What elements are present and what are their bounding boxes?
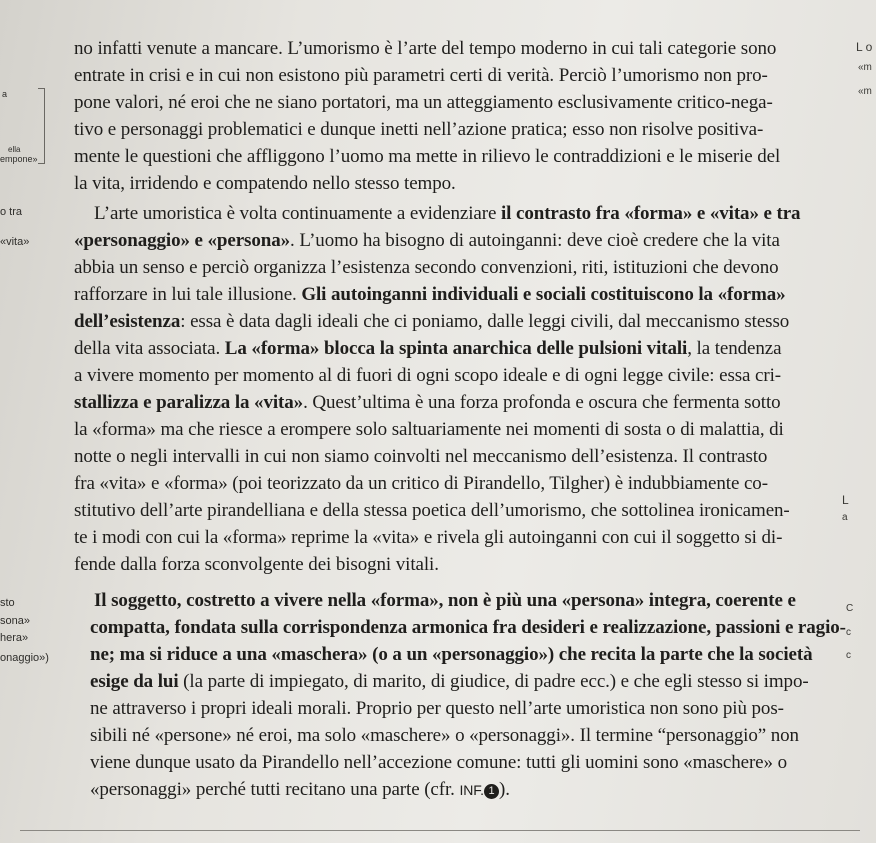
text-line: notte o negli intervalli in cui non siamo coinvolti nel meccanismo dell’esistenza. Il contrasto [74,446,768,467]
bold-phrase: ne; ma si riduce a una «maschera» (o a un «personaggio») che recita la parte che la società [90,644,813,665]
text-line [74,392,781,414]
text-line: a vivere momento per momento al di fuori di ogni scopo ideale e di ogni legge civile: essa cri- [74,365,782,386]
text-run: (la parte di impiegato, di marito, di giudice, di padre ecc.) e che egli stesso si impo- [178,671,809,692]
margin-note-fragment: o tra [0,206,23,218]
text-line: no infatti venute a mancare. L’umorismo è l’arte del tempo moderno in cui tali categorie sono [74,38,777,59]
text-line [94,203,800,225]
margin-note-fragment: hera» [0,632,29,644]
margin-note-fragment: a [842,512,848,523]
text-line: stitutivo dell’arte pirandelliana e della stessa poetica dell’umorismo, che sottolinea ironicamen- [74,500,790,521]
margin-note-fragment: L o [856,40,873,54]
margin-note-fragment: c [846,650,851,661]
text-line [90,644,812,666]
text-run: L’arte umoristica è volta continuamente a evidenziare [94,203,501,224]
bold-phrase: compatta, fondata sulla corrispondenza armonica fra desideri e realizzazione, passioni e ragio- [90,617,846,638]
reference-number-badge[interactable]: 1 [484,784,499,799]
text-line [90,617,846,639]
bottom-rule [20,830,860,831]
bold-phrase: «personaggio» e «persona» [74,230,291,251]
margin-note-fragment: a [2,89,8,99]
margin-note-fragment: sona» [0,615,30,627]
margin-note-fragment: sto [0,597,15,609]
text-line: sibili né «persone» né eroi, ma solo «maschere» o «personaggi». Il termine “personaggio” non [90,725,799,746]
text-line: viene dunque usato da Pirandello nell’accezione comune: tutti gli uomini sono «maschere» o [90,752,787,773]
text-run: rafforzare in lui tale illusione. [74,284,302,305]
margin-note-fragment: C [846,603,854,614]
bold-phrase: Gli autoinganni individuali e sociali costituiscono la «forma» [301,284,786,305]
text-line: mente le questioni che affliggono l’uomo ma mette in rilievo le contraddizioni e le miserie del [74,146,781,167]
margin-note-fragment: onaggio») [0,652,49,664]
bold-phrase: stallizza e paralizza la «vita» [74,392,304,413]
text-line: la «forma» ma che riesce a erompere solo saltuariamente nei momenti di sosta o di malattia, di [74,419,784,440]
text-line: fende dalla forza sconvolgente dei bisogni vitali. [74,554,439,575]
margin-bracket [38,88,45,164]
text-line: entrate in crisi e in cui non esistono più parametri certi di verità. Perciò l’umorismo non pro- [74,65,768,86]
margin-note-fragment: empone» [0,154,38,164]
text-line: ne attraverso i propri ideali morali. Proprio per questo nell’arte umoristica non sono più pos- [90,698,784,719]
text-run: della vita associata. [74,338,225,359]
bold-phrase: dell’esistenza [74,311,181,332]
text-run: ). [498,779,510,800]
text-line: tivo e personaggi problematici e dunque inetti nell’azione pratica; esso non risolve positiva- [74,119,764,140]
text-line [74,230,780,252]
text-line [90,779,510,801]
text-run: : essa è data dagli ideali che ci poniamo, dalle leggi civili, dal meccanismo stesso [180,311,790,332]
margin-note-fragment: «m [858,86,872,97]
bold-phrase: il contrasto fra «forma» e «vita» e tra [500,203,801,224]
bold-phrase: Il soggetto, costretto a vivere nella «forma», non è più una «persona» integra, coerente e [94,590,796,611]
text-line [94,590,796,612]
margin-note-fragment: «vita» [0,236,30,248]
text-line [74,311,789,333]
text-line [90,671,809,693]
margin-note-fragment: ella [8,145,21,154]
text-line: pone valori, né eroi che ne siano portatori, ma un atteggiamento esclusivamente critico-nega- [74,92,773,113]
text-line [74,338,781,360]
text-line: la vita, irridendo e compatendo nello stesso tempo. [74,173,456,194]
margin-note-fragment: «m [858,62,872,73]
text-line: fra «vita» e «forma» (poi teorizzato da un critico di Pirandello, Tilgher) è indubbiamente co- [74,473,768,494]
text-line [74,284,786,306]
cross-reference[interactable]: INF. [459,782,484,798]
text-run: . L’uomo ha bisogno di autoinganni: deve cioè credere che la vita [290,230,780,251]
text-run: «personaggi» perché tutti recitano una parte (cfr. [90,779,460,800]
margin-note-fragment: c [846,627,851,638]
bold-phrase: La «forma» blocca la spinta anarchica delle pulsioni vitali [224,338,688,359]
margin-note-fragment: L [842,493,849,507]
text-line: te i modi con cui la «forma» reprime la «vita» e rivela gli autoinganni con cui il soggetto si di- [74,527,783,548]
text-run: . Quest’ultima è una forza profonda e oscura che fermenta sotto [303,392,781,413]
bold-phrase: esige da lui [90,671,179,692]
text-line: abbia un senso e perciò organizza l’esistenza secondo convenzioni, riti, istituzioni che devono [74,257,779,278]
text-run: , la tendenza [687,338,782,359]
